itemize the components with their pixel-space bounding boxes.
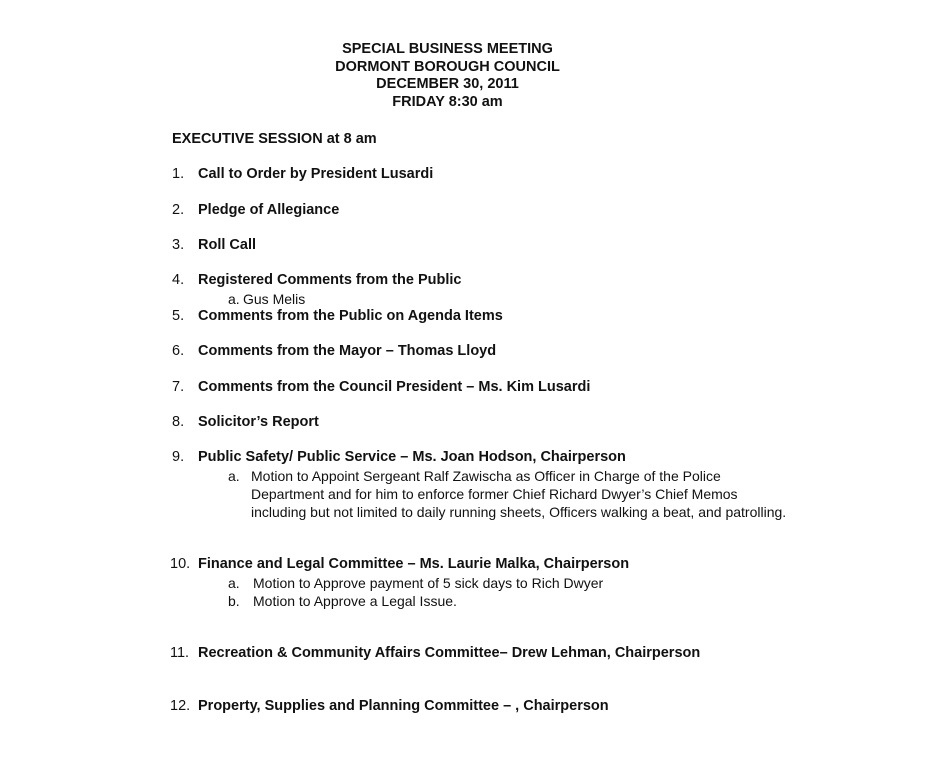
item-label: Call to Order by President Lusardi: [198, 166, 434, 182]
item-number: 11.: [170, 645, 190, 661]
agenda-item-10b: [228, 592, 828, 610]
item-number: 6.: [172, 343, 185, 359]
agenda-item-9: [172, 449, 626, 465]
agenda-item-5: [172, 308, 503, 324]
item-number: 12.: [170, 698, 191, 714]
sub-item-letter: a.: [228, 575, 240, 591]
sub-item-letter: b.: [228, 593, 240, 609]
item-label: Roll Call: [198, 237, 257, 253]
agenda-item-4: [172, 272, 461, 288]
item-label: Pledge of Allegiance: [198, 202, 340, 218]
item-label: Comments from the Council President – Ms. Kim Lusardi: [198, 379, 591, 395]
agenda-item-11: [170, 645, 700, 661]
sub-item-text: Motion to Appoint Sergeant Ralf Zawischa as Officer in Charge of the Police Department and for him to enforce former Chief Richard Dwyer’s Chief Memos including but not limited to daily running sheets, Officers walking a beat, and patrolling.: [251, 468, 787, 520]
sub-item-text: Motion to Approve a Legal Issue.: [253, 593, 457, 609]
sub-item-letter: a.: [228, 291, 240, 307]
meeting-header: [0, 41, 895, 111]
item-label: Property, Supplies and Planning Committee – , Chairperson: [198, 698, 609, 714]
header-line-1: SPECIAL BUSINESS MEETING: [342, 41, 553, 57]
item-number: 10.: [170, 556, 191, 572]
item-number: 3.: [172, 237, 185, 253]
agenda-item-8: [172, 414, 319, 430]
agenda-item-7: [172, 379, 590, 395]
item-label: Solicitor’s Report: [198, 414, 319, 430]
item-number: 1.: [172, 166, 185, 182]
item-number: 5.: [172, 308, 185, 324]
item-number: 4.: [172, 272, 185, 288]
item-label: Finance and Legal Committee – Ms. Laurie Malka, Chairperson: [198, 556, 630, 572]
item-label: Public Safety/ Public Service – Ms. Joan Hodson, Chairperson: [198, 449, 626, 465]
sub-item-letter: a.: [228, 468, 240, 484]
agenda-item-10: [170, 556, 629, 572]
sub-item-text: Motion to Approve payment of 5 sick days to Rich Dwyer: [253, 575, 604, 591]
sub-item-text: Gus Melis: [243, 291, 306, 307]
agenda-item-9a: [228, 467, 828, 539]
header-line-4: FRIDAY 8:30 am: [392, 93, 503, 110]
item-label: Comments from the Public on Agenda Items: [198, 308, 503, 324]
agenda-item-2: [172, 202, 339, 218]
header-line-2: DORMONT BOROUGH COUNCIL: [335, 58, 560, 75]
agenda-item-1: [172, 166, 433, 182]
agenda-item-6: [172, 343, 496, 359]
item-number: 8.: [172, 414, 185, 430]
item-number: 7.: [172, 379, 185, 395]
agenda-item-10a: [228, 574, 828, 592]
item-number: 2.: [172, 202, 185, 218]
executive-session-heading: EXECUTIVE SESSION at 8 am: [172, 131, 377, 147]
item-number: 9.: [172, 449, 185, 465]
item-label: Recreation & Community Affairs Committee– Drew Lehman, Chairperson: [198, 645, 701, 661]
header-line-3: DECEMBER 30, 2011: [376, 76, 519, 92]
item-label: Comments from the Mayor – Thomas Lloyd: [198, 343, 497, 359]
item-label: Registered Comments from the Public: [198, 272, 462, 288]
agenda-item-12: [170, 698, 609, 714]
agenda-item-3: [172, 237, 256, 253]
